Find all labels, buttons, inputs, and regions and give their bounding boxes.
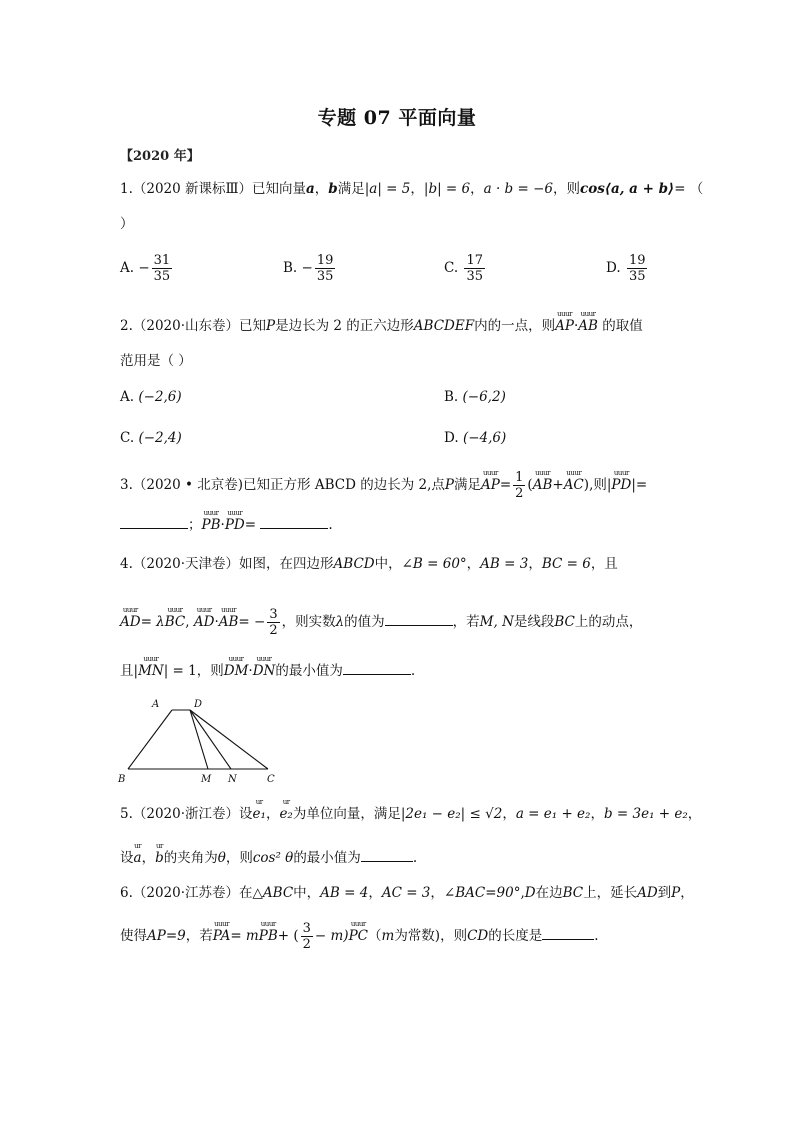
quadrilateral-figure: [110, 694, 290, 786]
answer-blank[interactable]: [260, 516, 328, 529]
q1-option-d: D. $\frac{19}{35}$: [606, 253, 646, 284]
q6-stem: 6.（2020·江苏卷）在△ABC中，AB = 4，AC = 3，∠BAC=90°,D在边BC上，延长AD到P，: [120, 885, 694, 901]
answer-blank[interactable]: [385, 613, 453, 626]
segment-dn: [190, 710, 231, 769]
fraction: $\frac{19}{35}$: [628, 253, 646, 284]
q2-line2: 范用是（ ）: [120, 353, 192, 369]
fraction: $\frac{19}{35}$: [316, 253, 334, 284]
q6-line2: 使得AP=9，若uuur PA= muuur PB+ ( $\frac{3}{2}$ − m)uuur PC（m为常数)，则CD的长度是 .: [120, 922, 599, 951]
answer-blank[interactable]: [542, 927, 594, 940]
year-heading: 【2020 年】: [120, 149, 200, 164]
q2-option-c: C. (−2,4): [120, 430, 182, 446]
q2-option-a: A. (−2,6): [120, 389, 182, 405]
segment-dc: [190, 710, 268, 769]
q3-stem: 3.（2020 • 北京卷)已知正方形 ABCD 的边长为 2,点P满足uuur AP= $\frac{1}{2}$ (uuur AB+uuur AC),则|uuur PD|=: [120, 471, 647, 500]
q1-option-c: C. $\frac{17}{35}$: [444, 253, 483, 284]
q4-line2: uuur AD= λuuur BC, uuur AD·uuur AB= − $\frac{3}{2}$ ，则实数λ的值为 ，若M, N是线段BC上的动点，: [120, 608, 642, 637]
page-title: 专题 07 平面向量: [317, 107, 477, 129]
segment-dm: [190, 710, 208, 769]
label-d: D: [194, 699, 203, 710]
q4-line3: 且|uuur MN| = 1，则uuur DM·uuur DN的最小值为 .: [120, 662, 415, 679]
q3-line2: ；uuur PB·uuur PD= .: [120, 516, 333, 533]
q1-close: ）: [120, 216, 134, 232]
q1-option-a: A. − $\frac{31}{35}$: [120, 253, 171, 284]
answer-blank[interactable]: [343, 662, 411, 675]
q2-stem: 2.（2020·山东卷）已知P是边长为 2 的正六边形ABCDEF内的一点，则uuur AP·uuur AB 的取值: [120, 320, 643, 334]
label-n: N: [228, 774, 237, 785]
q1-option-b: B. − $\frac{19}{35}$: [283, 253, 334, 284]
fraction: $\frac{17}{35}$: [466, 253, 483, 284]
figure-lines: [128, 710, 268, 769]
fraction: $\frac{3}{2}$: [269, 607, 278, 638]
label-a: A: [152, 699, 160, 710]
segment-ab: [128, 710, 172, 769]
fraction: $\frac{1}{2}$: [515, 470, 524, 501]
q5-line2: 设ur a，ur b的夹角为θ，则cos² θ的最小值为 .: [120, 849, 417, 866]
label-m: M: [201, 774, 212, 785]
fraction: $\frac{3}{2}$: [302, 921, 311, 952]
q2-option-b: B. (−6,2): [444, 389, 506, 405]
q2-option-d: D. (−4,6): [444, 430, 507, 446]
answer-blank[interactable]: [120, 516, 188, 529]
answer-blank[interactable]: [361, 849, 413, 862]
fraction: $\frac{31}{35}$: [153, 253, 171, 284]
q5-stem: 5.（2020·浙江卷）设ur e₁，ur e₂为单位向量，满足|2e₁ − e₂| ≤ √2，a = e₁ + e₂，b = 3e₁ + e₂，: [120, 808, 701, 822]
label-c: C: [267, 774, 275, 785]
q4-stem: 4.（2020·天津卷）如图，在四边形ABCD中，∠B = 60°，AB = 3，BC = 6，且: [120, 556, 618, 572]
q1-stem: 1.（2020 新课标Ⅲ）已知向量a，b满足|a| = 5，|b| = 6，a · b = −6，则cos⟨a, a + b⟩= （: [120, 181, 704, 197]
label-b: B: [118, 774, 126, 785]
